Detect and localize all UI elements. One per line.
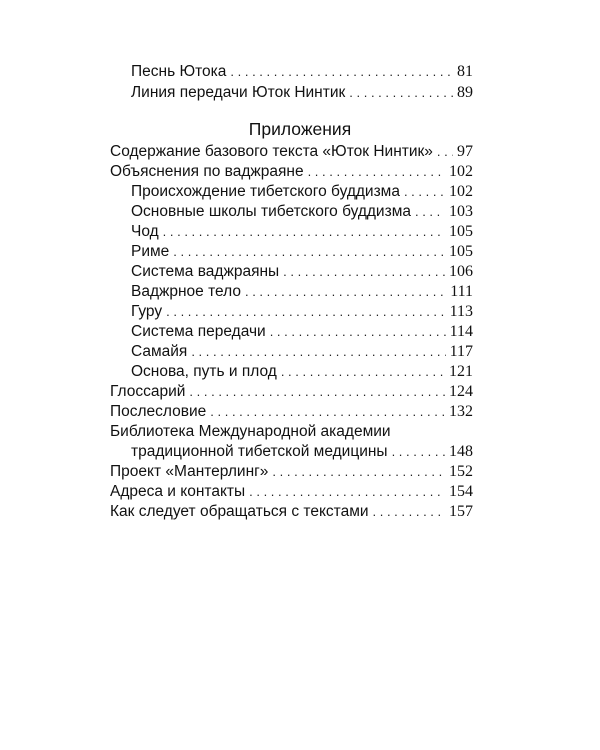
toc-entry-page: 97 [457,143,473,160]
dot-leader [191,342,445,362]
toc-entry-page: 105 [449,223,473,240]
dot-leader [283,262,445,282]
toc-subentry[interactable] [131,302,473,322]
toc-entry-page: 121 [449,363,473,380]
section-heading: Приложения [248,119,352,139]
toc-entry-title: Ваджрное тело [131,283,241,300]
toc-entry-page: 152 [449,463,473,480]
toc-entry[interactable] [110,402,473,422]
toc-subentry[interactable] [131,242,473,262]
toc-entry-page: 89 [457,84,473,101]
toc-entry-title: Основа, путь и плод [131,363,277,380]
toc-entry-title: Система ваджраяны [131,263,280,280]
toc-entry-page: 103 [449,203,473,220]
toc-entry-title: Чод [131,223,159,240]
toc-subentry[interactable] [131,222,473,242]
dot-leader [230,62,453,82]
toc-entry[interactable] [110,162,473,182]
toc-entry-title: Происхождение тибетского буддизма [131,183,400,200]
dot-leader [281,362,445,382]
toc-entry[interactable] [131,62,473,82]
toc-entry-title-line1[interactable]: Библиотека Международной академии [110,423,391,440]
dot-leader [437,142,453,162]
dot-leader [270,322,446,342]
toc-entry-page: 124 [449,383,473,400]
toc-subentry[interactable] [131,262,473,282]
dot-leader [415,202,445,222]
toc-entry-title: Основные школы тибетского буддизма [131,203,411,220]
dot-leader [373,502,445,522]
toc-entry-page: 154 [449,483,473,500]
toc-subentry[interactable] [131,182,473,202]
dot-leader [404,182,445,202]
toc-entry-page: 102 [449,163,473,180]
toc-entry[interactable] [110,142,473,162]
dot-leader [163,222,445,242]
toc-entry-title: Риме [131,243,170,260]
toc-subentry[interactable] [131,202,473,222]
toc-entry-page: 81 [457,63,473,80]
toc-entry-title: Как следует обращаться с текстами [110,503,369,520]
toc-entry[interactable] [131,442,473,462]
toc-entry-page: 114 [449,323,473,340]
toc-entry-page: 105 [449,243,473,260]
toc-entry[interactable] [131,83,473,103]
toc-subentry[interactable] [131,342,473,362]
toc-entry-title: Песнь Ютока [131,63,227,80]
toc-entry[interactable] [110,502,473,522]
toc-entry-title: Адреса и контакты [110,483,246,500]
toc-entry[interactable] [110,382,473,402]
toc-entry-title: Содержание базового текста «Юток Нинтик» [110,143,433,160]
toc-entry-page: 106 [449,263,473,280]
toc-entry[interactable] [110,462,473,482]
dot-leader [245,282,446,302]
dot-leader [166,302,445,322]
dot-leader [392,442,445,462]
toc-subentry[interactable] [131,362,473,382]
toc-entry-title: Система передачи [131,323,266,340]
toc-entry-title: Послесловие [110,403,207,420]
dot-leader [349,83,453,103]
toc-entry-page: 148 [449,443,473,460]
toc-entry-page: 117 [449,343,473,360]
toc-entry[interactable] [110,482,473,502]
toc-entry-title: Проект «Мантерлинг» [110,463,269,480]
toc-entry-title: Объяснения по ваджраяне [110,163,304,180]
dot-leader [249,482,445,502]
toc-entry-page: 157 [449,503,473,520]
toc-entry-page: 132 [449,403,473,420]
toc-subentry[interactable] [131,282,473,302]
toc-entry-title-line2: традиционной тибетской медицины [131,443,388,460]
toc-entry-title: Гуру [131,303,163,320]
dot-leader [308,162,445,182]
dot-leader [210,402,445,422]
dot-leader [189,382,445,402]
toc-entry-page: 113 [449,303,473,320]
toc-subentry[interactable] [131,322,473,342]
toc-entry-title: Самайя [131,343,188,360]
dot-leader [173,242,445,262]
dot-leader [272,462,445,482]
toc-entry-title: Линия передачи Юток Нинтик [131,84,346,101]
toc-entry-page: 102 [449,183,473,200]
toc-entry-page: 111 [450,283,473,300]
toc-entry-title: Глоссарий [110,383,186,400]
